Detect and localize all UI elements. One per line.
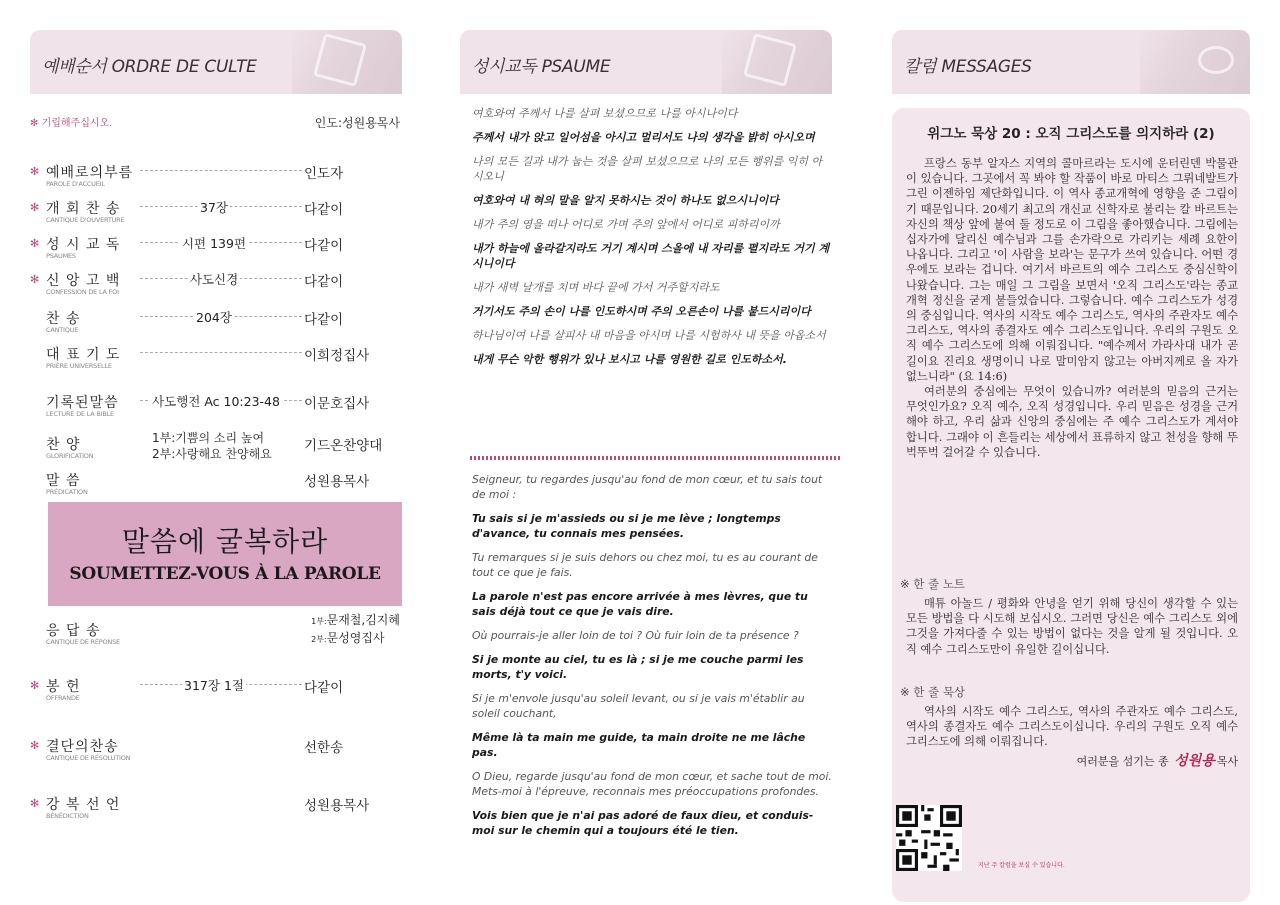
- congregation-line: Même là ta main me guide, ta main droite ne me lâche pas.: [472, 731, 806, 759]
- leader-line: 나의 모든 길과 내가 눕는 것을 살펴 보셨으므로 나의 모든 행위를 익히 아시오니: [472, 155, 823, 183]
- note-heading: ※ 한 줄 노트: [900, 577, 966, 591]
- benediction-name: 강 복 선 언: [46, 797, 121, 813]
- leader-line: 하나님이여 나를 살피사 내 마음을 아시며 나를 시험하사 내 뜻을 아옵소서: [472, 329, 826, 342]
- order-item: [30, 270, 402, 300]
- standing-mark: ✻: [30, 739, 40, 752]
- praise-row: [30, 431, 402, 464]
- qr-caption: 지난 주 칼럼을 보실 수 있습니다.: [978, 862, 1065, 869]
- benediction-sub: BÉNÉDICTION: [46, 812, 89, 820]
- message-paragraph-2: 여러분의 중심에는 무엇이 있습니까? 여러분의 믿음의 근거는 무엇인가요? 오직 예수, 오직 성경입니다. 우리 믿음은 성경을 근거해야 하고, 우리 삶과 신앙의 중심에는 주 예수 그리스도가 계셔야 합니다. 그래야 이 흔들리는 세상에서 표류하지 않고 천성을 향해 뚜벅뚜벅 걸어갈 수 있습니다.: [906, 385, 1238, 459]
- order-item-detail: 204장: [196, 310, 232, 325]
- response-row: [30, 613, 402, 650]
- leader-line: 여호와여 주께서 나를 살펴 보셨으므로 나를 아시나이다: [472, 107, 738, 120]
- congregation-line: La parole n'est pas encore arrivée à mes lèvres, que tu sais déjà tout ce que je vais dire.: [472, 590, 808, 618]
- response-name: 응 답 송: [46, 623, 101, 639]
- message-paragraph-1: 프랑스 동부 알자스 지역의 콜마르라는 도시에 운터린덴 박물관이 있습니다. 그곳에서 꼭 봐야 할 작품이 바로 마티스 그뤼네발트가 그린 이젠하임 제단화입니다. 이 역사 종교개혁에 영향을 준 그림이기 때문입니다. 20세기 최고의 개신교 신학자로 불리는 칼 바르트는 자신의 책상 앞에 붙여 둘 정도로 이 그림을 좋아했습니다. 그림에는 십자가에 달리신 예수님과 그를 손가락으로 가리키는 세례 요한이 나옵니다. 그리고 '이 사람을 보라'는 문구가 쓰여 있습니다. 어떤 경우에도 보라는 겁니다. 여기서 바르트의 예수 그리스도 중심신학이 나왔습니다. 그는 매일 그 그림을 보면서 '오직 그리스도'라는 종교개혁 정신을 굳게 붙들었습니다. 그렇습니다. 예수 그리스도가 성경의 중심입니다. 역사의 시작도 예수 그리스도, 역사의 주관자도 예수 그리스도, 역사의 종결자도 예수 그리스도입니다. 우리의 구원도 오직 예수 그리스도에 의해 이뤄집니다. "예수께서 가라사대 내가 곧 길이요 진리요 생명이니 나로 말미암지 않고는 아버지께로 올 자가 없느니라" (요 14:6): [906, 157, 1238, 383]
- sermon-preacher: 성원용목사: [304, 474, 370, 490]
- sermon-title-ko: 말씀에 굴복하라: [121, 525, 329, 558]
- order-item-sub: CANTIQUE D'OUVERTURE: [46, 216, 125, 224]
- note-text: 매튜 아놀드 / 평화와 안녕을 얻기 위해 당신이 생각할 수 있는 모든 방법을 다 시도해 보십시오. 그러면 당신은 예수 그리스도 외에 그것을 가져다줄 수 있는 방법이 없다는 것을 알게 될 것입니다. 오직 예수 그리스도만이 유일한 길이십니다.: [906, 597, 1238, 656]
- order-item-who: 다같이: [304, 238, 344, 254]
- meditation-text: 역사의 시작도 예수 그리스도, 역사의 주관자도 예수 그리스도, 역사의 종결자도 예수 그리스도이십니다. 우리의 구원도 오직 예수 그리스도에 의해 이뤄집니다.: [906, 705, 1238, 749]
- offering-name: 봉 헌: [46, 679, 81, 695]
- order-item: [30, 344, 402, 374]
- leader-line: Tu remarques si je suis dehors ou chez moi, tu es au courant de tout ce que je fais.: [472, 551, 818, 579]
- order-item: [30, 392, 402, 422]
- order-header-title: 예배순서 ORDRE DE CULTE: [42, 57, 257, 77]
- messages-column: [892, 30, 1250, 869]
- order-item-who: 다같이: [304, 274, 344, 290]
- response-sub: CANTIQUE DE RÉPONSE: [46, 638, 120, 646]
- section-divider: [470, 456, 840, 460]
- order-item: [30, 234, 402, 264]
- order-item-detail: 시편 139편: [181, 236, 247, 251]
- qr-code-icon[interactable]: [896, 805, 962, 871]
- leader-line: 내가 주의 영을 떠나 어디로 가며 주의 앞에서 어디로 피하리이까: [472, 218, 780, 231]
- sermon-title-box: [48, 502, 402, 606]
- leader-line: 내가 새벽 날개를 치며 바다 끝에 가서 거주할지라도: [472, 281, 720, 294]
- order-item-sub: PAROLE D'ACCUEIL: [46, 180, 105, 188]
- order-item-sub: LECTURE DE LA BIBLE: [46, 410, 114, 418]
- message-title: 위그노 묵상 20 : 오직 그리스도를 의지하라 (2): [927, 126, 1215, 142]
- meditation-heading: ※ 한 줄 묵상: [900, 685, 966, 699]
- order-item-name: 대 표 기 도: [46, 347, 121, 363]
- standing-mark: ✻: [30, 797, 40, 810]
- congregation-line: 주께서 내가 앉고 일어섬을 아시고 멀리서도 나의 생각을 밝히 아시오며: [472, 131, 815, 144]
- order-item-sub: PSAUMES: [46, 252, 76, 260]
- messages-header: [892, 30, 1250, 94]
- order-item-name: 개 회 찬 송: [46, 201, 121, 217]
- offering-hymn: 317장 1절: [184, 678, 244, 693]
- order-item: [30, 308, 402, 338]
- order-item-sub: CONFESSION DE LA FOI: [46, 288, 119, 296]
- benediction-who: 성원용목사: [304, 798, 370, 814]
- order-item-detail: 사도신경: [189, 272, 239, 287]
- offering-sub: OFFRANDE: [46, 694, 80, 702]
- dashed-leader: [140, 352, 302, 353]
- order-item: [30, 162, 402, 192]
- standing-mark: ✻: [30, 273, 40, 286]
- psalm-header-title: 성시교독 PSAUME: [472, 57, 611, 77]
- resolution-sub: CANTIQUE DE RÉSOLUTION: [46, 754, 131, 762]
- response-singers: 1부:문재철,김지혜 2부:문성영집사: [311, 613, 400, 645]
- order-item-who: 다같이: [304, 202, 344, 218]
- order-header: [30, 30, 402, 94]
- standing-mark: ✻: [30, 165, 40, 178]
- message-box: [892, 108, 1250, 902]
- cross-decoration-icon: [292, 30, 402, 94]
- praise-songs: 1부:기쁨의 소리 높여 2부:사랑해요 찬양해요: [152, 431, 272, 461]
- congregation-line: 내게 무슨 악한 행위가 있나 보시고 나를 영원한 길로 인도하소서.: [472, 353, 787, 366]
- resolution-who: 선한송: [304, 740, 344, 756]
- message-body: [906, 156, 1238, 460]
- offering-row: [30, 676, 402, 706]
- order-item-who: 다같이: [304, 312, 344, 328]
- order-item-name: 찬 송: [46, 311, 81, 327]
- order-item-detail: 사도행전 Ac 10:23-48: [152, 394, 280, 409]
- congregation-line: 내가 하늘에 올라갈지라도 거기 계시며 스올에 내 자리를 펼지라도 거기 계시니이다: [472, 242, 830, 270]
- order-item-who: 이문호집사: [304, 396, 370, 412]
- order-item-who: 인도자: [304, 166, 344, 182]
- order-item-who: 이희정집사: [304, 348, 370, 364]
- congregation-line: 여호와여 내 혀의 말을 알지 못하시는 것이 하나도 없으시니이다: [472, 194, 779, 207]
- coffee-cup-decoration-icon: [1140, 30, 1250, 94]
- congregation-line: Tu sais si je m'assieds ou si je me lève ; longtemps d'avance, tu connais mes pensées.: [472, 512, 781, 540]
- congregation-line: 거기서도 주의 손이 나를 인도하시며 주의 오른손이 나를 붙드시리이다: [472, 305, 811, 318]
- order-item-name: 성 시 교 독: [46, 237, 121, 253]
- order-item-name: 기록된말씀: [46, 395, 119, 411]
- signature: 여러분을 섬기는 종 성원용 목사: [1076, 753, 1238, 769]
- praise-sub: GLORIFICATION: [46, 452, 94, 460]
- benediction-row: [30, 794, 402, 824]
- order-item-sub: CANTIQUE: [46, 326, 79, 334]
- order-item-sub: PRIÈRE UNIVERSELLE: [46, 362, 112, 370]
- sermon-name: 말 씀: [46, 473, 81, 489]
- leader-label: 인도:성원용목사: [314, 116, 400, 130]
- congregation-line: Vois bien que je n'ai pas adoré de faux dieu, et conduis-moi sur le chemin qui a toujours été le tien.: [472, 809, 814, 837]
- praise-name: 찬 양: [46, 437, 81, 453]
- order-of-worship-column: [30, 30, 402, 820]
- leader-line: Si je m'envole jusqu'au soleil levant, ou si je vais m'établir au soleil couchant,: [472, 692, 805, 720]
- sermon-title-fr: SOUMETTEZ-VOUS À LA PAROLE: [69, 564, 381, 584]
- order-item: [30, 198, 402, 228]
- psalm-header: [460, 30, 832, 94]
- congregation-line: Si je monte au ciel, tu es là ; si je me couche parmi les morts, t'y voici.: [472, 653, 804, 681]
- resolution-name: 결단의찬송: [46, 739, 119, 755]
- leader-line: O Dieu, regarde jusqu'au fond de mon cœur, et sache tout de moi. Mets-moi à l'épreuve, reconnais mes préoccupations profondes.: [472, 770, 832, 798]
- psalm-korean: [472, 106, 830, 376]
- offering-who: 다같이: [304, 680, 344, 696]
- standing-mark: ✻: [30, 237, 40, 250]
- order-item-name: 신 앙 고 백: [46, 273, 121, 289]
- standing-mark: ✻: [30, 679, 40, 692]
- messages-header-title: 칼럼 MESSAGES: [904, 57, 1032, 77]
- leader-line: Où pourrais-je aller loin de toi ? Où fuir loin de ta présence ?: [472, 629, 799, 642]
- sermon-row: [30, 470, 402, 500]
- leader-line: Seigneur, tu regardes jusqu'au fond de mon cœur, et tu sais tout de moi :: [472, 473, 823, 501]
- resolution-row: [30, 736, 402, 766]
- signature-name: 성원용: [1174, 753, 1215, 769]
- sermon-sub: PRÉDICATION: [46, 488, 88, 496]
- order-item-name: 예배로의부름: [46, 165, 134, 181]
- dashed-leader: [140, 170, 302, 171]
- psalm-french: [472, 472, 832, 847]
- praise-leader: 기드온찬양대: [304, 438, 383, 454]
- psalm-column: [460, 30, 832, 837]
- standing-mark: ✻: [30, 201, 40, 214]
- book-decoration-icon: [722, 30, 832, 94]
- stand-notice: ✻ 기립해주십시오.: [30, 118, 113, 129]
- order-item-detail: 37장: [200, 200, 228, 215]
